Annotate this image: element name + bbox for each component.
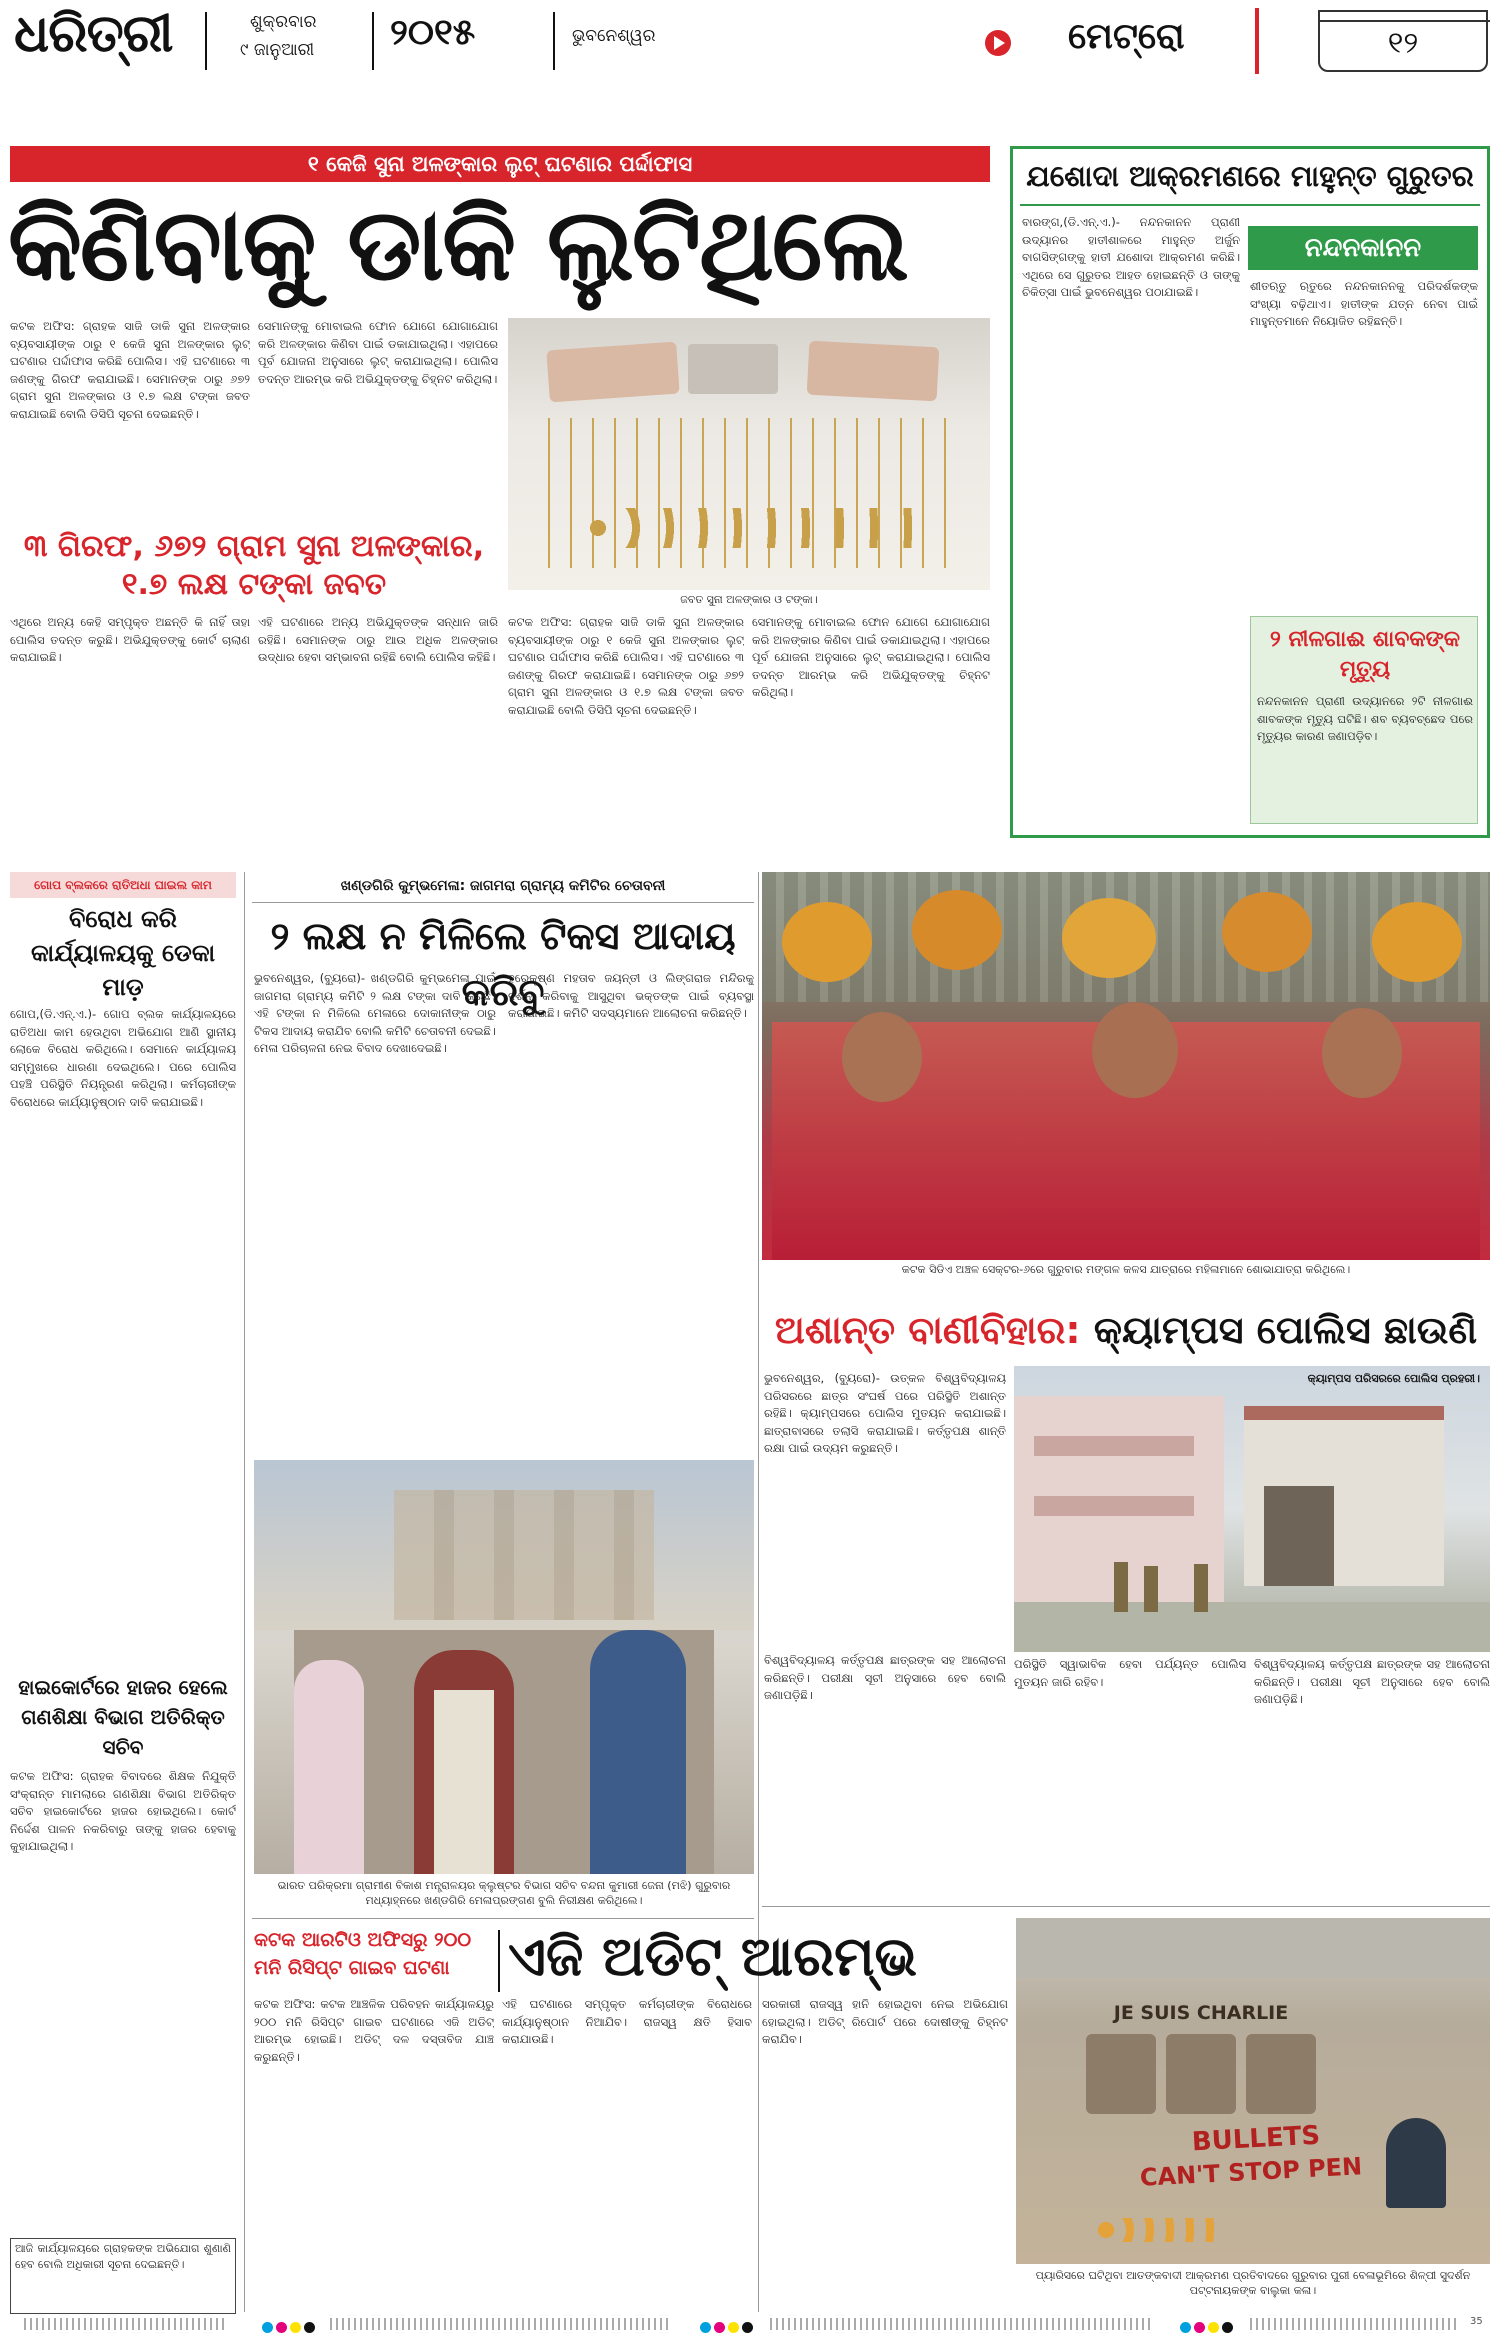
nilgai-box	[1250, 616, 1478, 824]
campus-body4: ବିଶ୍ୱବିଦ୍ୟାଳୟ କର୍ତ୍ତୃପକ୍ଷ ଛାତ୍ରଙ୍କ ସହ ଆଲୋଚନା କରିଛନ୍ତି। ପରୀକ୍ଷା ସୂଚୀ ଅନୁସାରେ ହେବ ବୋଲି ଜଣାପଡ଼ିଛି।	[1254, 1657, 1490, 1707]
sand-art-text2: BULLETS	[1191, 2120, 1321, 2158]
campus-police-photo	[1014, 1366, 1490, 1652]
mid-story-body2: ହରେକୃଷ୍ଣ ମହତାବ ଜୟନ୍ତୀ ଓ ଲିଙ୍ଗରାଜ ମନ୍ଦିରକୁ ଦର୍ଶନ କରିବାକୁ ଆସୁଥିବା ଭକ୍ତଙ୍କ ପାଇଁ ବ୍ୟବସ୍ଥା କରାଯାଇଛି। କମିଟି ସଦସ୍ୟମାନେ ଆଲୋଚନା କରିଛନ୍ତି।	[508, 971, 754, 1021]
left-story-headline2: ହାଇକୋର୍ଟରେ ହାଜର ହେଲେ ଗଣଶିକ୍ଷା ବିଭାଗ ଅତିରିକ୍ତ ସଚିବ	[18, 1675, 228, 1759]
left-story-headline: ବିରୋଧ କରି କାର୍ଯ୍ୟାଳୟକୁ ଡେକା ମାଡ଼	[30, 905, 216, 1001]
left-story-body2: କଟକ ଅଫିସ: ଗ୍ରାହକ ବିବାଦରେ ଶିକ୍ଷକ ନିଯୁକ୍ତି ସଂକ୍ରାନ୍ତ ମାମଲାରେ ଗଣଶିକ୍ଷା ବିଭାଗ ଅତିରିକ୍ତ ସଚିବ ହାଇକୋର୍ଟରେ ହାଜର ହୋଇଥିଲେ। କୋର୍ଟ ନିର୍ଦ୍ଦେଶ ପାଳନ ନକରିବାରୁ ତାଙ୍କୁ ହାଜର ହେବାକୁ କୁହାଯାଇଥିଲା।	[10, 1769, 236, 1854]
campus-headline	[762, 1300, 1490, 1360]
left-story-note-text: ଆଜି କାର୍ଯ୍ୟାଳୟରେ ଗ୍ରାହକଙ୍କ ଅଭିଯୋଗ ଶୁଣାଣି ହେବ ବୋଲି ଅଧିକାରୀ ସୂଚନା ଦେଇଛନ୍ତି।	[15, 2242, 231, 2271]
nilgai-box-headline: ୨ ନୀଳଗାଈ ଶାବକଙ୍କ ମୃତ୍ୟୁ	[1269, 627, 1461, 682]
lead-subhead: ୩ ଗିରଫ, ୬୭୨ ଗ୍ରାମ ସୁନା ଅଳଙ୍କାର, ୧.୭ ଲକ୍ଷ ଟଙ୍କା ଜବତ	[23, 529, 485, 602]
footer-page-number: 35	[1470, 2316, 1483, 2327]
sand-art-text1: JE SUIS CHARLIE	[1113, 2002, 1289, 2024]
section-label: ମେଟ୍ରୋ	[1068, 16, 1185, 57]
kumbha-mela-photo	[254, 1460, 754, 1874]
kalasa-yatra-photo-caption: କଟକ ସିଡିଏ ଅଞ୍ଚଳ ସେକ୍ଟର-୬ରେ ଗୁରୁବାର ମଙ୍ଗଳ କଳସ ଯାତ୍ରାରେ ମହିଳାମାନେ ଶୋଭାଯାତ୍ରା କରିଥିଲେ।	[901, 1263, 1351, 1276]
kalasa-yatra-photo	[762, 872, 1490, 1260]
lead-body-col3: ଏଥିରେ ଅନ୍ୟ କେହି ସମ୍ପୃକ୍ତ ଅଛନ୍ତି କି ନାହିଁ ତାହା ପୋଲିସ ତଦନ୍ତ କରୁଛି। ଅଭିଯୁକ୍ତଙ୍କୁ କୋର୍ଟ ଚାଲାଣ କରାଯାଇଛି।	[10, 615, 250, 665]
campus-body2: ବିଶ୍ୱବିଦ୍ୟାଳୟ କର୍ତ୍ତୃପକ୍ଷ ଛାତ୍ରଙ୍କ ସହ ଆଲୋଚନା କରିଛନ୍ତି। ପରୀକ୍ଷା ସୂଚୀ ଅନୁସାରେ ହେବ ବୋଲି ଜଣାପଡ଼ିଛି।	[764, 1653, 1006, 1703]
masthead-day: ଶୁକ୍ରବାର	[250, 12, 317, 32]
campus-body: ଭୁବନେଶ୍ୱର, (ବ୍ୟୁରୋ)- ଉତ୍କଳ ବିଶ୍ୱବିଦ୍ୟାଳୟ ପରିସରରେ ଛାତ୍ର ସଂଘର୍ଷ ପରେ ପରିସ୍ଥିତି ଅଶାନ୍ତ ରହିଛି। କ୍ୟାମ୍ପସରେ ପୋଲିସ ମୁତୟନ କରାଯାଇଛି। ଛାତ୍ରାବାସରେ ତଲାସି କରାଯାଇଛି। କର୍ତ୍ତୃପକ୍ଷ ଶାନ୍ତି ରକ୍ଷା ପାଇଁ ଉଦ୍ୟମ କରୁଛନ୍ତି।	[764, 1371, 1006, 1456]
mid-story-headline: ୨ ଲକ୍ଷ ନ ମିଳିଲେ ଟିକସ ଆଦାୟ କରିବୁ	[270, 914, 736, 1014]
sand-art-text3: CAN'T STOP PEN	[1139, 2152, 1363, 2192]
masthead-year: ୨୦୧୫	[390, 12, 476, 53]
sand-art-caption: ପ୍ୟାରିସରେ ଘଟିଥିବା ଆତଙ୍କବାଦୀ ଆକ୍ରମଣ ପ୍ରତିବାଦରେ ଗୁରୁବାର ପୁରୀ ବେଳାଭୂମିରେ ଶିଳ୍ପୀ ସୁଦର୍ଶନ ପଟ୍ଟନାୟକଙ୍କ ବାଲୁକା କଳା।	[1035, 2269, 1471, 2297]
lead-body-col4: ଏହି ଘଟଣାରେ ଅନ୍ୟ ଅଭିଯୁକ୍ତଙ୍କ ସନ୍ଧାନ ଜାରି ରହିଛି। ସେମାନଙ୍କ ଠାରୁ ଆଉ ଅଧିକ ଅଳଙ୍କାର ଉଦ୍ଧାର ହେବା ସମ୍ଭାବନା ରହିଛି ବୋଲି ପୋଲିସ କହିଛି।	[258, 615, 498, 665]
campus-headline-black: କ୍ୟାମ୍ପସ ପୋଲିସ ଛାଉଣି	[1093, 1308, 1478, 1352]
lead-body-col2: ସେମାନଙ୍କୁ ମୋବାଇଲ ଫୋନ ଯୋଗେ ଯୋଗାଯୋଗ କରି ଅଳଙ୍କାର କିଣିବା ପାଇଁ ଡକାଯାଇଥିଲା। ଏହାପରେ ପୂର୍ବ ଯୋଜନା ଅନୁସାରେ ଲୁଟ୍ କରାଯାଇଥିଲା। ପୋଲିସ ତଦନ୍ତ ଆରମ୍ଭ କରି ଅଭିଯୁକ୍ତଙ୍କୁ ଚିହ୍ନଟ କରିଥିଲା।	[258, 319, 498, 386]
elephant-story-body: ବାରଙ୍ଗ,(ଡି.ଏନ୍.ଏ.)- ନନ୍ଦନକାନନ ପ୍ରାଣୀ ଉଦ୍ୟାନର ହାତୀଶାଳରେ ମାହୁନ୍ତ ଅର୍ଜୁନ ବାଗସିଙ୍ଗଙ୍କୁ ହାତୀ ଯଶୋଦା ଆକ୍ରମଣ କରିଛି। ଏଥିରେ ସେ ଗୁରୁତର ଆହତ ହୋଇଛନ୍ତି ଓ ତାଙ୍କୁ ଚିକିତ୍ସା ପାଇଁ ଭୁବନେଶ୍ୱର ପଠାଯାଇଛି।	[1022, 215, 1240, 300]
color-registration-marks	[0, 2316, 1500, 2334]
left-story-body: ଗୋପ,(ଡି.ଏନ୍.ଏ.)- ଗୋପ ବ୍ଲକ କାର୍ଯ୍ୟାଳୟରେ ରାତିଅଧା କାମ ହେଉଥିବା ଅଭିଯୋଗ ଆଣି ସ୍ଥାନୀୟ ଲୋକେ ବିରୋଧ କରିଥିଲେ। ସେମାନେ କାର୍ଯ୍ୟାଳୟ ସମ୍ମୁଖରେ ଧାରଣା ଦେଇଥିଲେ। ପରେ ପୋଲିସ ପହଞ୍ଚି ପରିସ୍ଥିତି ନିୟନ୍ତ୍ରଣ କରିଥିଲା। କର୍ମଚାରୀଙ୍କ ବିରୋଧରେ କାର୍ଯ୍ୟାନୁଷ୍ଠାନ ଦାବି କରାଯାଇଛି।	[10, 1007, 236, 1109]
nandankanan-tag: ନନ୍ଦନକାନନ	[1248, 226, 1478, 270]
nilgai-box-body: ନନ୍ଦନକାନନ ପ୍ରାଣୀ ଉଦ୍ୟାନରେ ୨ଟି ନୀଳଗାଈ ଶାବକଙ୍କ ମୃତ୍ୟୁ ଘଟିଛି। ଶବ ବ୍ୟବଚ୍ଛେଦ ପରେ ମୃତ୍ୟୁର କାରଣ ଜଣାପଡ଼ିବ।	[1257, 694, 1473, 744]
play-icon	[985, 30, 1011, 56]
masthead	[0, 0, 1500, 84]
audit-headline: ଏଜି ଅଡିଟ୍ ଆରମ୍ଭ	[508, 1925, 918, 1988]
brand-logo: ଧରିତ୍ରୀ	[14, 4, 173, 64]
lead-kicker: ୧ କେଜି ସୁନା ଅଳଙ୍କାର ଲୁଟ୍ ଘଟଣାର ପର୍ଦ୍ଦାଫାସ	[10, 146, 990, 182]
mid-story-body: ଭୁବନେଶ୍ୱର, (ବ୍ୟୁରୋ)- ଖଣ୍ଡଗିରି କୁମ୍ଭମେଳା ପାଇଁ ଜାଗମରା ଗ୍ରାମ୍ୟ କମିଟି ୨ ଲକ୍ଷ ଟଙ୍କା ଦାବି କରିଛି। ଏହି ଟଙ୍କା ନ ମିଳିଲେ ମେଳାରେ ଦୋକାନୀଙ୍କ ଠାରୁ ଟିକସ ଆଦାୟ କରାଯିବ ବୋଲି କମିଟି ଚେତାବନୀ ଦେଇଛି। ମେଳା ପରିଚାଳନା ନେଇ ବିବାଦ ଦେଖାଦେଇଛି।	[254, 971, 496, 1056]
audit-body: କଟକ ଅଫିସ: କଟକ ଆଞ୍ଚଳିକ ପରିବହନ କାର୍ଯ୍ୟାଳୟରୁ ୨୦୦ ମନି ରିସିପ୍ଟ ଗାଇବ ଘଟଣାରେ ଏଜି ଅଡିଟ୍ ଆରମ୍ଭ ହୋଇଛି। ଅଡିଟ୍ ଦଳ ଦସ୍ତାବିଜ ଯାଞ୍ଚ କରୁଛନ୍ତି।	[254, 1997, 494, 2064]
page-number-tab	[1318, 10, 1488, 72]
audit-kicker: କଟକ ଆରଟିଓ ଅଫିସରୁ ୨୦୦ ମନି ରିସିପ୍ଟ ଗାଇବ ଘଟଣା	[254, 1929, 472, 1979]
jewelry-photo-caption: ଜବତ ସୁନା ଅଳଙ୍କାର ଓ ଟଙ୍କା।	[680, 593, 818, 606]
lead-body-col6: ସେମାନଙ୍କୁ ମୋବାଇଲ ଫୋନ ଯୋଗେ ଯୋଗାଯୋଗ କରି ଅଳଙ୍କାର କିଣିବା ପାଇଁ ଡକାଯାଇଥିଲା। ଏହାପରେ ପୂର୍ବ ଯୋଜନା ଅନୁସାରେ ଲୁଟ୍ କରାଯାଇଥିଲା। ପୋଲିସ ତଦନ୍ତ ଆରମ୍ଭ କରି ଅଭିଯୁକ୍ତଙ୍କୁ ଚିହ୍ନଟ କରିଥିଲା।	[752, 615, 990, 700]
kumbha-mela-photo-caption: ଭାରତ ପରିକ୍ରମା ଗ୍ରାମୀଣ ବିକାଶ ମନ୍ତ୍ରାଳୟର କ୍ଲୁଷ୍ଟର ବିଭାଗ ସଚିବ ବନ୍ଦନା କୁମାରୀ ଜେନା (ମଝି) ଗୁରୁବାର ମଧ୍ୟାହ୍ନରେ ଖଣ୍ଡଗିରି ମେଳାପ୍ରଙ୍ଗଣ ବୁଲି ନିରୀକ୍ଷଣ କରିଥିଲେ।	[277, 1879, 731, 1907]
elephant-story-headline: ଯଶୋଦା ଆକ୍ରମଣରେ ମାହୁନ୍ତ ଗୁରୁତର	[1026, 159, 1474, 193]
sand-art-photo	[1016, 1918, 1490, 2264]
mid-story-kicker: ଖଣ୍ଡଗିରି କୁମ୍ଭମେଳା: ଜାଗମରା ଗ୍ରାମ୍ୟ କମିଟିର ଚେତାବନୀ	[340, 878, 666, 894]
left-story-note	[10, 2238, 236, 2314]
campus-photo-caption: କ୍ୟାମ୍ପସ ପରିସରରେ ପୋଲିସ ପ୍ରହରୀ।	[1307, 1372, 1480, 1385]
page-number: ୧୨	[1387, 26, 1419, 61]
elephant-story-body2: ଶୀତଋତୁ ଋତୁରେ ନନ୍ଦନକାନନକୁ ପରିଦର୍ଶକଙ୍କ ସଂଖ୍ୟା ବଢ଼ିଥାଏ। ହାତୀଙ୍କ ଯତ୍ନ ନେବା ପାଇଁ ମାହୁନ୍ତମାନେ ନିୟୋଜିତ ରହିଛନ୍ତି।	[1250, 279, 1478, 329]
audit-body2: ଏହି ଘଟଣାରେ ସମ୍ପୃକ୍ତ କର୍ମଚାରୀଙ୍କ ବିରୋଧରେ କାର୍ଯ୍ୟାନୁଷ୍ଠାନ ନିଆଯିବ। ରାଜସ୍ୱ କ୍ଷତି ହିସାବ କରାଯାଉଛି।	[502, 1997, 752, 2047]
masthead-date: ୯ ଜାନୁଆରୀ	[240, 40, 315, 60]
campus-headline-red: ଅଶାନ୍ତ ବାଣୀବିହାର:	[774, 1308, 1081, 1352]
audit-body3: ସରକାରୀ ରାଜସ୍ୱ ହାନି ହୋଇଥିବା ନେଇ ଅଭିଯୋଗ ହୋଇଥିଲା। ଅଡିଟ୍ ରିପୋର୍ଟ ପରେ ଦୋଷୀଙ୍କୁ ଚିହ୍ନଟ କରାଯିବ।	[762, 1997, 1008, 2047]
left-story-kicker: ଗୋପ ବ୍ଲକରେ ରାତିଅଧା ଘାଇଲ କାମ	[10, 872, 236, 898]
lead-body-col5: କଟକ ଅଫିସ: ଗ୍ରାହକ ସାଜି ଡାକି ସୁନା ଅଳଙ୍କାର ବ୍ୟବସାୟୀଙ୍କ ଠାରୁ ୧ କେଜି ସୁନା ଅଳଙ୍କାର ଲୁଟ୍ ଘଟଣାର ପର୍ଦ୍ଦାଫାସ କରିଛି ପୋଲିସ। ଏହି ଘଟଣାରେ ୩ ଜଣଙ୍କୁ ଗିରଫ କରାଯାଇଛି। ସେମାନଙ୍କ ଠାରୁ ୬୭୨ ଗ୍ରାମ ସୁନା ଅଳଙ୍କାର ଓ ୧.୭ ଲକ୍ଷ ଟଙ୍କା ଜବତ କରାଯାଇଛି ବୋଲି ଡିସିପି ସୂଚନା ଦେଇଛନ୍ତି।	[508, 615, 744, 717]
jewelry-photo	[508, 318, 990, 590]
masthead-city: ଭୁବନେଶ୍ୱର	[572, 26, 656, 46]
campus-body3: ପରିସ୍ଥିତି ସ୍ୱାଭାବିକ ହେବା ପର୍ଯ୍ୟନ୍ତ ପୋଲିସ ମୁତୟନ ଜାରି ରହିବ।	[1014, 1657, 1246, 1689]
lead-headline: କିଣିବାକୁ ଡାକି ଲୁଟିଥିଲେ	[8, 186, 908, 303]
lead-body-col1: କଟକ ଅଫିସ: ଗ୍ରାହକ ସାଜି ଡାକି ସୁନା ଅଳଙ୍କାର ବ୍ୟବସାୟୀଙ୍କ ଠାରୁ ୧ କେଜି ସୁନା ଅଳଙ୍କାର ଲୁଟ୍ ଘଟଣାର ପର୍ଦ୍ଦାଫାସ କରିଛି ପୋଲିସ। ଏହି ଘଟଣାରେ ୩ ଜଣଙ୍କୁ ଗିରଫ କରାଯାଇଛି। ସେମାନଙ୍କ ଠାରୁ ୬୭୨ ଗ୍ରାମ ସୁନା ଅଳଙ୍କାର ଓ ୧.୭ ଲକ୍ଷ ଟଙ୍କା ଜବତ କରାଯାଇଛି ବୋଲି ଡିସିପି ସୂଚନା ଦେଇଛନ୍ତି।	[10, 319, 250, 421]
